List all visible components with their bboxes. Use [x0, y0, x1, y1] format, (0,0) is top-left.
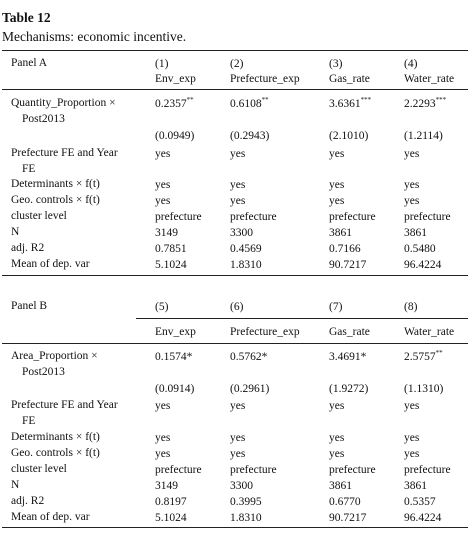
- col-name: Env_exp: [155, 73, 196, 85]
- geo-controls-cell: yes: [404, 195, 420, 207]
- col-num: (4): [404, 58, 418, 70]
- adj-r2-label: adj. R2: [11, 242, 45, 254]
- panel-b-header-rule: [2, 343, 468, 344]
- determinants-cell: yes: [329, 432, 345, 444]
- determinants-cell: yes: [404, 179, 420, 191]
- n-cell: 3861: [404, 480, 427, 492]
- col-num: (6): [230, 301, 244, 313]
- col-name: Gas_rate: [329, 326, 370, 338]
- fe-label-line1: Prefecture FE and Year: [11, 147, 118, 159]
- geo-controls-label: Geo. controls × f(t): [11, 194, 100, 206]
- top-rule: [2, 50, 468, 51]
- geo-controls-cell: yes: [155, 448, 171, 460]
- panel-a-label: Panel A: [11, 57, 48, 69]
- adj-r2-cell: 0.6770: [329, 496, 361, 508]
- coef-cell: 2.2293***: [404, 96, 447, 110]
- adj-r2-cell: 0.5357: [404, 496, 436, 508]
- col-name: Gas_rate: [329, 73, 370, 85]
- fe-label: [11, 398, 136, 429]
- n-cell: 3861: [329, 480, 352, 492]
- n-cell: 3149: [155, 227, 178, 239]
- fe-cell: yes: [404, 400, 420, 412]
- determinants-cell: yes: [155, 432, 171, 444]
- adj-r2-cell: 0.3995: [230, 496, 262, 508]
- mean-dep-var-cell: 90.7217: [329, 259, 367, 271]
- determinants-cell: yes: [230, 432, 246, 444]
- panel-b-cols-rule: [136, 318, 468, 319]
- n-cell: 3861: [329, 227, 352, 239]
- variable-label-line2: Post2013: [22, 112, 65, 125]
- n-cell: 3300: [230, 480, 253, 492]
- geo-controls-cell: yes: [155, 195, 171, 207]
- cluster-level-cell: prefecture: [404, 211, 451, 223]
- col-name: Water_rate: [404, 326, 455, 338]
- cluster-level-label: cluster level: [11, 463, 67, 475]
- se-cell: (1.1310): [404, 383, 444, 395]
- col-num: (3): [329, 58, 343, 70]
- col-name: Env_exp: [155, 326, 196, 338]
- mean-dep-var-cell: 96.4224: [404, 512, 442, 524]
- col-num: (1): [155, 58, 169, 70]
- se-cell: (2.1010): [329, 130, 369, 142]
- table-title: Table 12: [2, 10, 51, 25]
- mean-dep-var-label: Mean of dep. var: [11, 258, 90, 270]
- adj-r2-cell: 0.8197: [155, 496, 187, 508]
- geo-controls-label: Geo. controls × f(t): [11, 447, 100, 459]
- n-label: N: [11, 479, 20, 491]
- fe-cell: yes: [230, 148, 246, 160]
- adj-r2-cell: 0.7166: [329, 243, 361, 255]
- col-name: Prefecture_exp: [230, 326, 300, 338]
- variable-label-line1: Quantity_Proportion ×: [11, 97, 116, 109]
- mean-dep-var-cell: 5.1024: [155, 512, 187, 524]
- coef-cell: 0.2357**: [155, 96, 194, 110]
- coef-cell: 3.6361***: [329, 96, 372, 110]
- coef-cell: 0.1574*: [155, 351, 193, 363]
- se-cell: (0.0914): [155, 383, 195, 395]
- cluster-level-cell: prefecture: [230, 211, 277, 223]
- panel-a-bottom-rule: [2, 275, 468, 276]
- n-cell: 3149: [155, 480, 178, 492]
- geo-controls-cell: yes: [230, 448, 246, 460]
- fe-label-line2: FE: [22, 162, 36, 175]
- adj-r2-cell: 0.5480: [404, 243, 436, 255]
- n-cell: 3861: [404, 227, 427, 239]
- determinants-label: Determinants × f(t): [11, 431, 100, 443]
- se-cell: (1.9272): [329, 383, 369, 395]
- geo-controls-cell: yes: [230, 195, 246, 207]
- n-cell: 3300: [230, 227, 253, 239]
- se-cell: (1.2114): [404, 130, 443, 142]
- geo-controls-cell: yes: [404, 448, 420, 460]
- col-num: (7): [329, 301, 343, 313]
- determinants-cell: yes: [329, 179, 345, 191]
- fe-cell: yes: [404, 148, 420, 160]
- determinants-label: Determinants × f(t): [11, 178, 100, 190]
- se-cell: (0.2961): [230, 383, 270, 395]
- coef-cell: 0.6108**: [230, 96, 269, 110]
- variable-label: [11, 349, 136, 380]
- se-cell: (0.0949): [155, 130, 195, 142]
- mean-dep-var-cell: 5.1024: [155, 259, 187, 271]
- fe-cell: yes: [329, 148, 345, 160]
- cluster-level-label: cluster level: [11, 210, 67, 222]
- table-caption: Mechanisms: economic incentive.: [2, 29, 187, 44]
- fe-cell: yes: [230, 400, 246, 412]
- geo-controls-cell: yes: [329, 195, 345, 207]
- mean-dep-var-cell: 96.4224: [404, 259, 442, 271]
- mean-dep-var-label: Mean of dep. var: [11, 511, 90, 523]
- mean-dep-var-cell: 1.8310: [230, 512, 262, 524]
- n-label: N: [11, 226, 20, 238]
- determinants-cell: yes: [155, 179, 171, 191]
- col-num: (5): [155, 301, 169, 313]
- cluster-level-cell: prefecture: [230, 464, 277, 476]
- fe-cell: yes: [329, 400, 345, 412]
- bottom-rule: [2, 527, 468, 528]
- fe-label-line1: Prefecture FE and Year: [11, 399, 118, 411]
- variable-label-line1: Area_Proportion ×: [11, 350, 98, 362]
- variable-label-line2: Post2013: [22, 365, 65, 378]
- col-name: Water_rate: [404, 73, 455, 85]
- determinants-cell: yes: [404, 432, 420, 444]
- fe-label: [11, 146, 136, 177]
- se-cell: (0.2943): [230, 130, 270, 142]
- panel-a-header-rule: [2, 89, 468, 90]
- coef-cell: 2.5757**: [404, 349, 443, 363]
- fe-cell: yes: [155, 400, 171, 412]
- mean-dep-var-cell: 90.7217: [329, 512, 367, 524]
- determinants-cell: yes: [230, 179, 246, 191]
- col-num: (8): [404, 301, 418, 313]
- cluster-level-cell: prefecture: [329, 211, 376, 223]
- coef-cell: 3.4691*: [329, 351, 367, 363]
- adj-r2-label: adj. R2: [11, 495, 45, 507]
- geo-controls-cell: yes: [329, 448, 345, 460]
- cluster-level-cell: prefecture: [155, 464, 202, 476]
- fe-label-line2: FE: [22, 414, 36, 427]
- cluster-level-cell: prefecture: [404, 464, 451, 476]
- coef-cell: 0.5762*: [230, 351, 268, 363]
- variable-label: [11, 96, 136, 127]
- col-name: Prefecture_exp: [230, 73, 300, 85]
- cluster-level-cell: prefecture: [329, 464, 376, 476]
- mean-dep-var-cell: 1.8310: [230, 259, 262, 271]
- adj-r2-cell: 0.4569: [230, 243, 262, 255]
- fe-cell: yes: [155, 148, 171, 160]
- col-num: (2): [230, 58, 244, 70]
- adj-r2-cell: 0.7851: [155, 243, 187, 255]
- cluster-level-cell: prefecture: [155, 211, 202, 223]
- panel-b-label: Panel B: [11, 300, 48, 312]
